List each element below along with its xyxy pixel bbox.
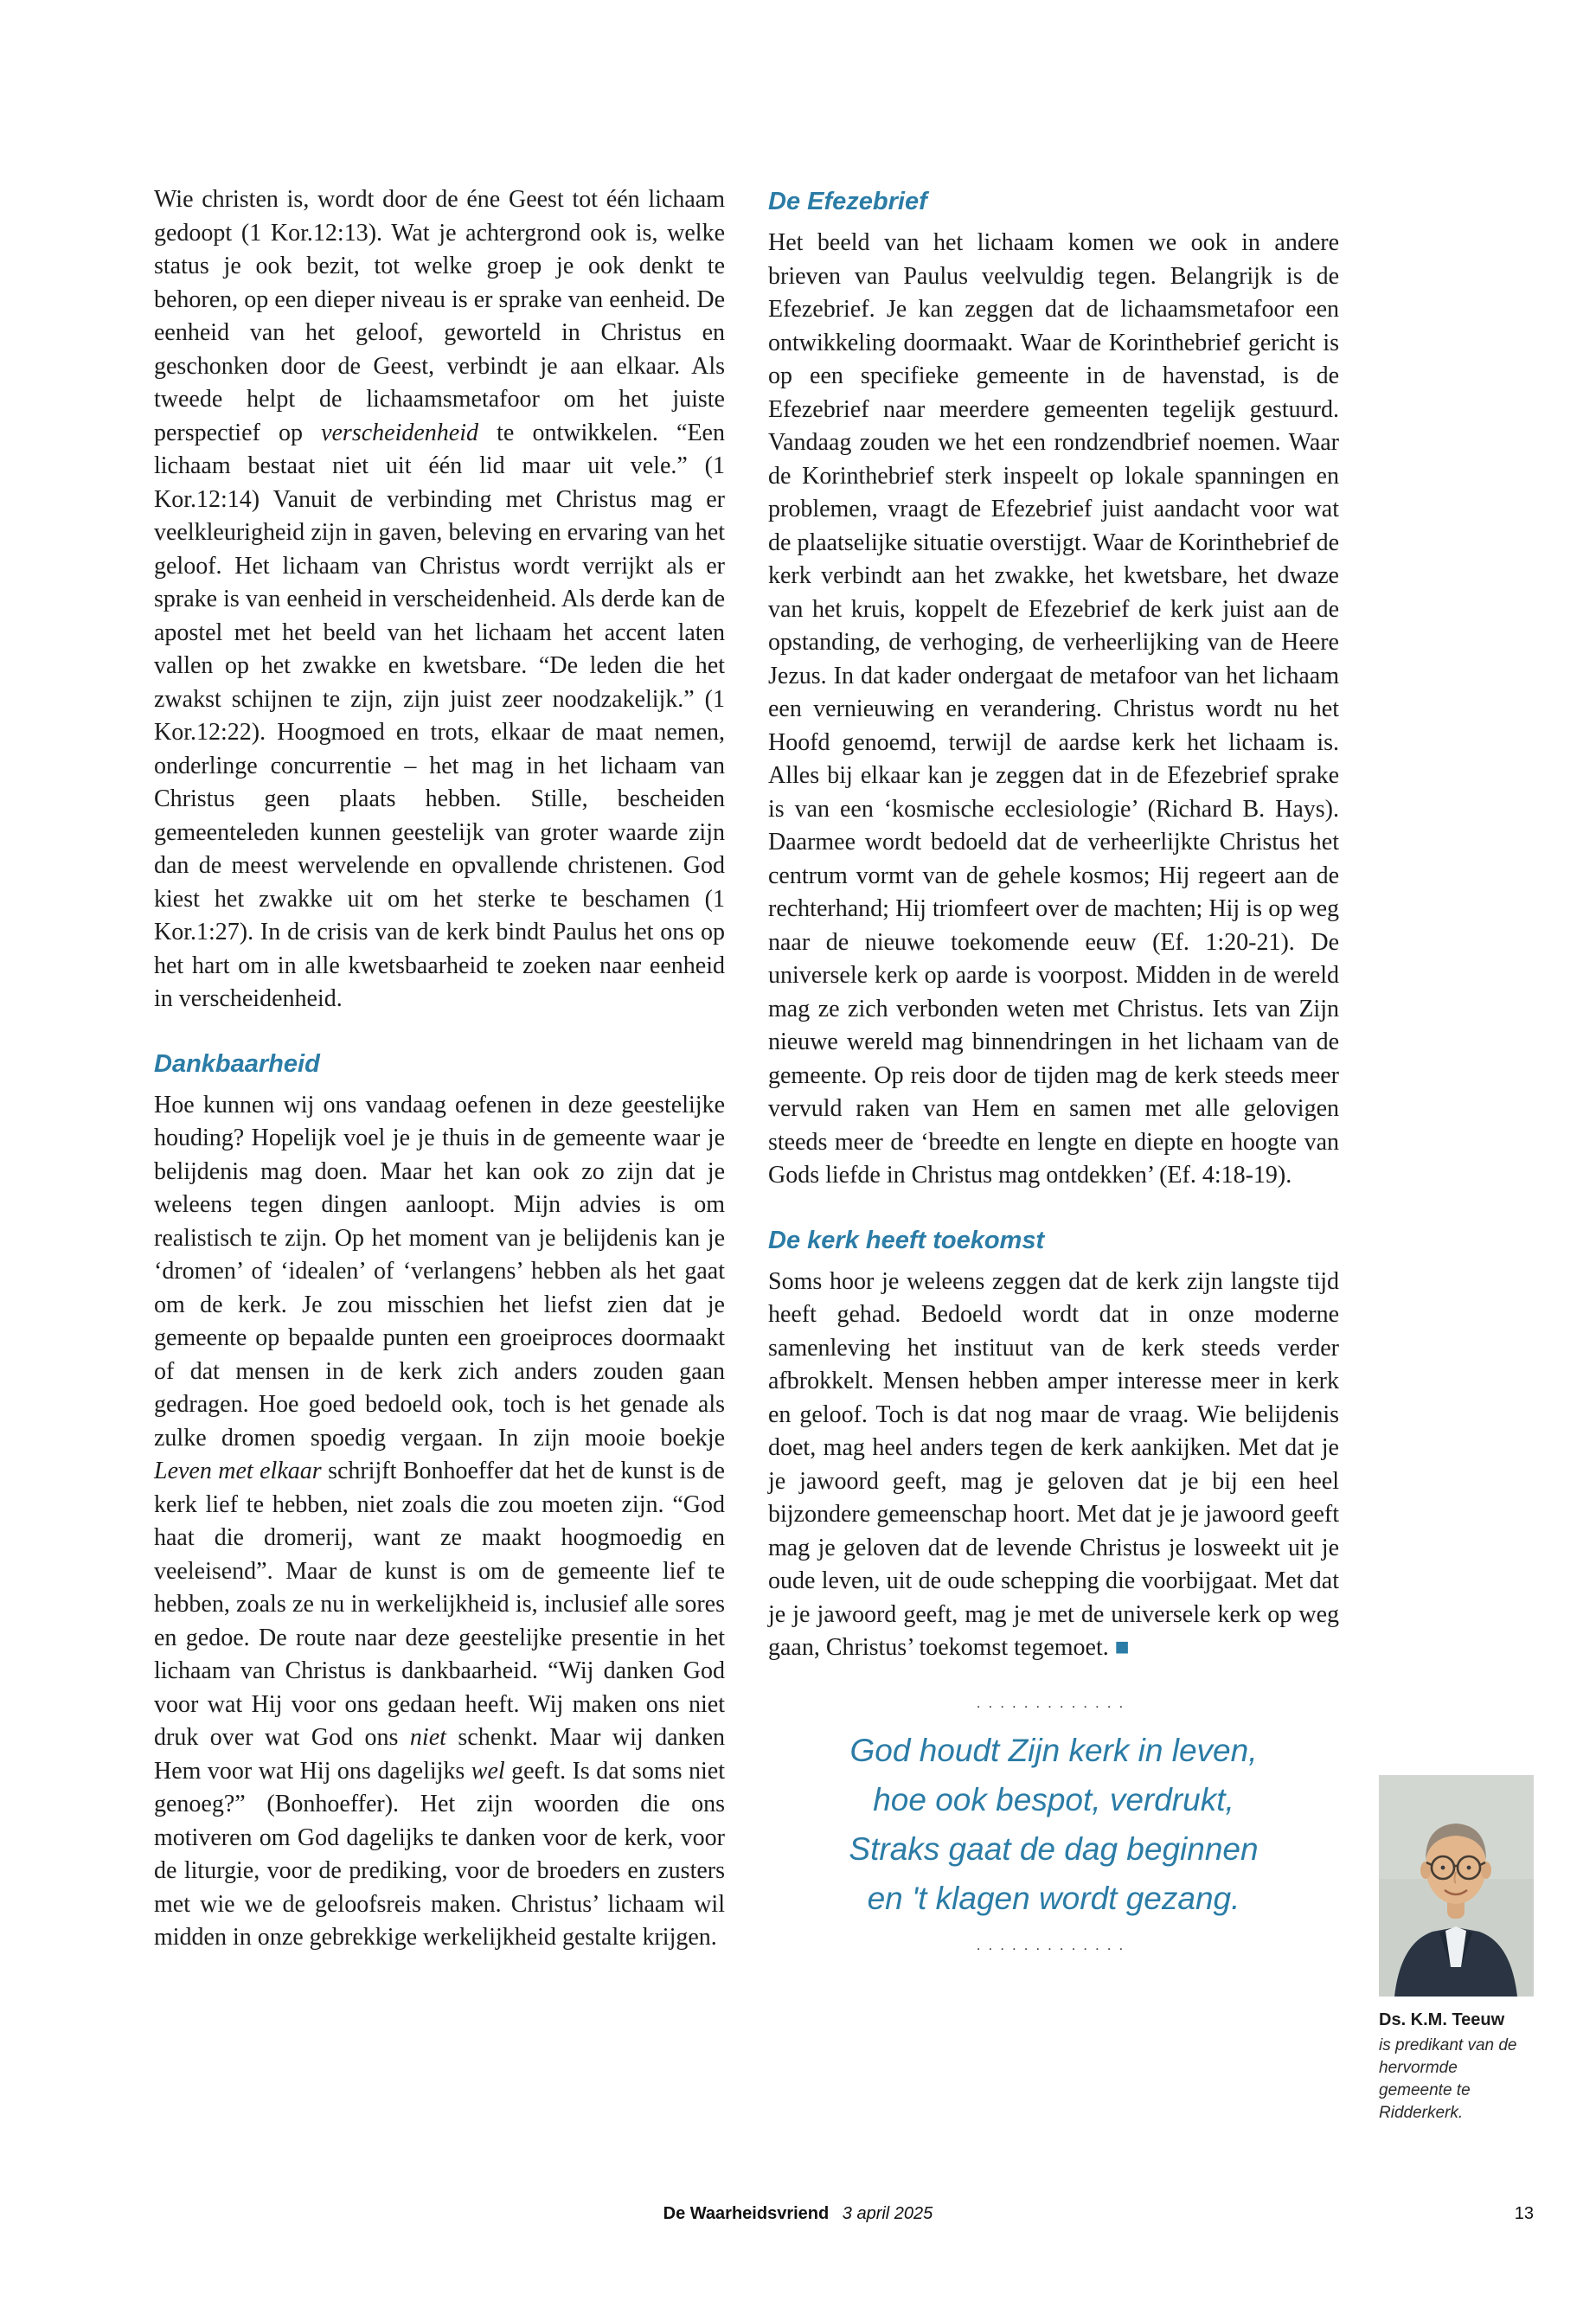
- dots-separator-bottom: .............: [976, 1936, 1131, 1953]
- quote-line-2: hoe ook bespot, verdrukt,: [873, 1781, 1234, 1817]
- right-column: [768, 183, 1339, 1968]
- footer-magazine-name: De Waarheidsvriend: [663, 2204, 830, 2223]
- section-heading-dankbaarheid: Dankbaarheid: [154, 1049, 320, 1078]
- author-portrait-photo: [1379, 1775, 1534, 1997]
- section-heading-efezebrief: De Efezebrief: [768, 188, 927, 215]
- footer-center: [0, 2204, 1596, 2224]
- author-bio: is predikant van de hervormde gemeente te Ridderkerk.: [1379, 2036, 1517, 2122]
- dots-separator-top: .............: [976, 1694, 1131, 1711]
- intro-paragraph: Wie christen is, wordt door de éne Geest tot één lichaam gedoopt (1 Kor.12:13). Wat je achtergrond ook is, welke status je ook bezit, tot welke groep je ook denkt te behoren, op een dieper niveau is er sprake van eenheid. De eenheid van het geloof, geworteld in Christus en geschonken door de Geest, verbindt je aan elkaar. Als tweede helpt de lichaamsmetafoor om het juiste perspectief op verscheidenheid te ontwikkelen. “Een lichaam bestaat niet uit één lid maar uit vele.” (1 Kor.12:14) Vanuit de verbinding met Christus mag er veelkleurigheid zijn in gaven, beleving en ervaring van het geloof. Het lichaam van Christus wordt verrijkt als er sprake is van eenheid in verscheidenheid. Als derde kan de apostel met het beeld van het lichaam het accent laten vallen op het zwakke en kwetsbare. “De leden die het zwakst schijnen te zijn, zijn juist zeer noodzakelijk.” (1 Kor.12:22). Hoogmoed en trots, elkaar de maat nemen, onderlinge concurrentie – het mag in het lichaam van Christus geen plaats hebben. Stille, bescheiden gemeenteleden kunnen geestelijk van groter waarde zijn dan de meest wervelende en opvallende christenen. God kiest het zwakke uit om het sterke te beschamen (1 Kor.1:27). In de crisis van de kerk bindt Paulus het ons op het hart om in alle kwetsbaarheid te zoeken naar eenheid in verscheidenheid.: [154, 186, 725, 1012]
- author-name: Ds. K.M. Teeuw: [1379, 2010, 1505, 2029]
- footer-date: 3 april 2025: [842, 2204, 933, 2223]
- pull-quote: [768, 1695, 1339, 1954]
- efezebrief-paragraph: Het beeld van het lichaam komen we ook in andere brieven van Paulus veelvuldig tegen. Belangrijk is de Efezebrief. Je kan zeggen dat de lichaamsmetafoor een ontwikkeling doormaakt. Waar de Korinthebrief gericht is op een specifieke gemeente in de havenstad, is de Efezebrief naar meerdere gemeenten tegelijk gestuurd. Vandaag zouden we het een rondzendbrief noemen. Waar de Korinthebrief sterk inspeelt op lokale spanningen en problemen, vraagt de Efezebrief juist aandacht voor wat de plaatselijke situatie overstijgt. Waar de Korinthebrief de kerk verbindt aan het zwakke, het kwetsbare, het dwaze van het kruis, koppelt de Efezebrief de kerk juist aan de opstanding, de verhoging, de verheerlijking van de Heere Jezus. In dat kader ondergaat de metafoor van het lichaam een vernieuwing en verandering. Christus wordt nu het Hoofd genoemd, terwijl de aardse kerk het lichaam is. Alles bij elkaar kan je zeggen dat in de Efezebrief sprake is van een ‘kosmische ecclesiologie’ (Richard B. Hays). Daarmee wordt bedoeld dat de verheerlijkte Christus het centrum vormt van de gehele kosmos; Hij regeert aan de rechterhand; Hij triomfeert over de machten; Hij is op weg naar de nieuwe toekomende eeuw (Ef. 1:20-21). De universele kerk op aarde is voorpost. Midden in de wereld mag ze zich verbonden weten met Christus. Iets van Zijn nieuwe wereld mag binnendringen in het lichaam van de gemeente. Op reis door de tijden mag de kerk steeds meer vervuld raken van Hem en samen met alle gelovigen steeds meer de ‘breedte en lengte en diepte en hoogte van Gods liefde in Christus mag ontdekken’ (Ef. 4:18-19).: [768, 229, 1339, 1189]
- page-footer: [0, 2204, 1596, 2230]
- section-heading-toekomst: De kerk heeft toekomst: [768, 1226, 1045, 1254]
- toekomst-paragraph: Soms hoor je weleens zeggen dat de kerk zijn langste tijd heeft gehad. Bedoeld wordt dat in onze moderne samenleving het instituut van de kerk steeds verder afbrokkelt. Mensen hebben amper interesse meer in kerk en geloof. Toch is dat nog maar de vraag. Wie belijdenis doet, mag heel anders tegen de kerk aankijken. Met dat je je jawoord geeft, mag je geloven dat je bij een heel bijzondere gemeenschap hoort. Met dat je je jawoord geeft mag je geloven dat de levende Christus je losweekt uit je oude leven, uit de oude schepping die voorbijgaat. Met dat je je jawoord geeft, mag je met de universele kerk op weg gaan, Christus’ toekomst tegemoet. ■: [768, 1267, 1339, 1661]
- author-block: [1379, 1775, 1534, 2125]
- quote-line-3: Straks gaat de dag beginnen: [849, 1830, 1259, 1867]
- footer-page-number: 13: [1514, 2204, 1534, 2223]
- dankbaarheid-paragraph: Hoe kunnen wij ons vandaag oefenen in deze geestelijke houding? Hopelijk voel je je thuis in de gemeente waar je belijdenis mag doen. Maar het kan ook zo zijn dat je weleens tegen dingen aanloopt. Mijn advies is om realistisch te zijn. Op het moment van je belijdenis kan je ‘dromen’ of ‘idealen’ of ‘verlangens’ hebben als het gaat om de kerk. Je zou misschien het liefst zien dat je gemeente op bepaalde punten een groeiproces doormaakt of dat mensen in de kerk zich anders zouden gaan gedragen. Hoe goed bedoeld ook, toch is het genade als zulke dromen spoedig vergaan. In zijn mooie boekje Leven met elkaar schrijft Bonhoeffer dat het de kunst is de kerk lief te hebben, niet zoals die zou moeten zijn. “God haat die dromerij, want ze maakt hoogmoedig en veeleisend”. Maar de kunst is om de gemeente lief te hebben, zoals ze nu in werkelijkheid is, inclusief alle sores en gedoe. De route naar deze geestelijke presentie in het lichaam van Christus is dankbaarheid. “Wij danken God voor wat Hij voor ons gedaan heeft. Wij maken ons niet druk over wat God ons niet schenkt. Maar wij danken Hem voor wat Hij ons dagelijks wel geeft. Is dat soms niet genoeg?” (Bonhoeffer). Het zijn woorden die ons motiveren om God dagelijks te danken voor de kerk, voor de liturgie, voor de prediking, voor de broeders en zusters met wie we de geloofsreis maken. Christus’ lichaam wil midden in onze gebrekkige werkelijkheid gestalte krijgen.: [154, 1091, 725, 1951]
- author-portrait-illustration: [1379, 1775, 1534, 1997]
- quote-line-1: God houdt Zijn kerk in leven,: [849, 1732, 1258, 1768]
- quote-line-4: en 't klagen wordt gezang.: [867, 1880, 1240, 1916]
- left-column: [154, 183, 725, 1955]
